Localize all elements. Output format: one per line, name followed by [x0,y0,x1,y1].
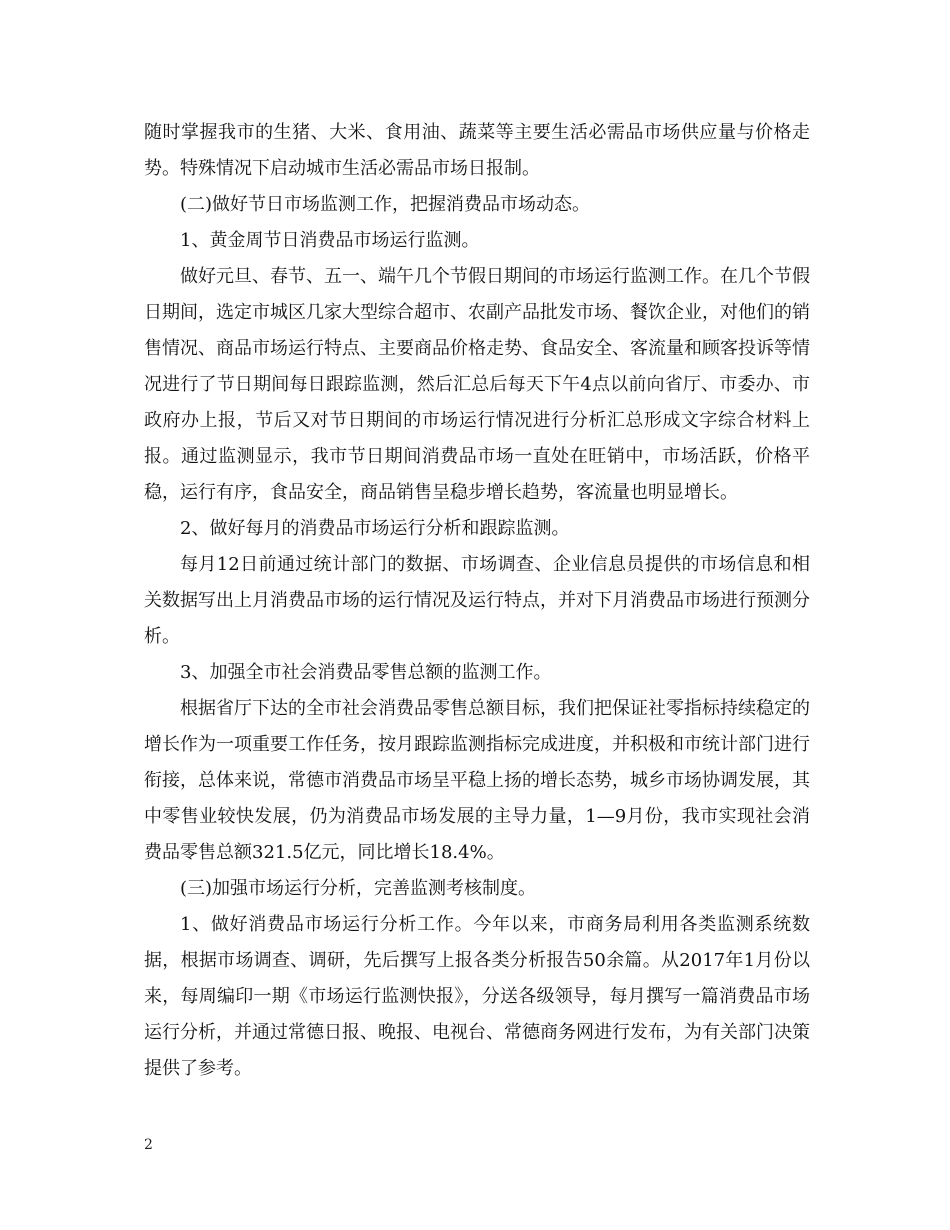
subheading-3: 3、加强全市社会消费品零售总额的监测工作。 [180,662,552,683]
section-heading-2: (二)做好节日市场监测工作，把握消费品市场动态。 [180,194,591,215]
paragraph-monthly-analysis: 每月12日前通过统计部门的数据、市场调查、企业信息员提供的市场信息和相关数据写出上月消费品市场的运行情况及运行特点，并对下月消费品市场进行预测分析。 [144,554,810,647]
paragraph-continuation: 随时掌握我市的生猪、大米、食用油、蔬菜等主要生活必需品市场供应量与价格走势。特殊情况下启动城市生活必需品市场日报制。 [144,122,810,179]
paragraph-holiday-monitoring: 做好元旦、春节、五一、端午几个节假日期间的市场运行监测工作。在几个节假日期间，选定市城区几家大型综合超市、农副产品批发市场、餐饮企业，对他们的销售情况、商品市场运行特点、主要商品价格走势、食品安全、客流量和顾客投诉等情况进行了节日期间每日跟踪监测，然后汇总后每天下午4点以前向省厅、市委办、市政府办上报，节后又对节日期间的市场运行情况进行分析汇总形成文字综合材料上报。通过监测显示，我市节日期间消费品市场一直处在旺销中，市场活跃，价格平稳，运行有序，食品安全，商品销售呈稳步增长趋势，客流量也明显增长。 [144,266,810,503]
subheading-1: 1、黄金周节日消费品市场运行监测。 [180,230,480,251]
paragraph-market-analysis: 1、做好消费品市场运行分析工作。今年以来，市商务局利用各类监测系统数据，根据市场调查、调研，先后撰写上报各类分析报告50余篇。从2017年1月份以来，每周编印一期《市场运行监测快报》，分送各级领导，每月撰写一篇消费品市场运行分析，并通过常德日报、晚报、电视台、常德商务网进行发布，为有关部门决策提供了参考。 [144,914,810,1079]
page-number: 2 [144,1137,153,1153]
subheading-2: 2、做好每月的消费品市场运行分析和跟踪监测。 [180,518,570,539]
section-heading-3: (三)加强市场运行分析，完善监测考核制度。 [180,878,537,899]
document-body [144,115,810,1087]
paragraph-retail-sales: 根据省厅下达的全市社会消费品零售总额目标，我们把保证社零指标持续稳定的增长作为一项重要工作任务，按月跟踪监测指标完成进度，并积极和市统计部门进行衔接，总体来说，常德市消费品市场呈平稳上扬的增长态势，城乡市场协调发展，其中零售业较快发展，仍为消费品市场发展的主导力量，1—9月份，我市实现社会消费品零售总额321.5亿元，同比增长18.4%。 [144,698,810,863]
